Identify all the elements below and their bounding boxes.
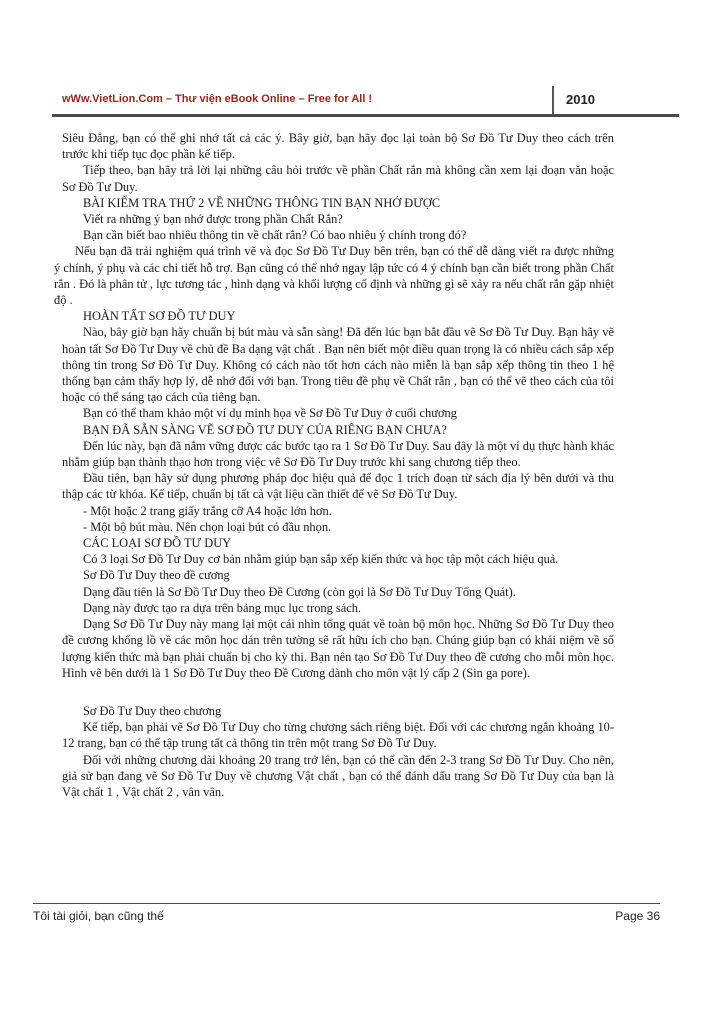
header-year: 2010	[566, 92, 595, 107]
question-item: Viết ra những ý bạn nhớ được trong phần Chất Rắn?	[83, 212, 343, 227]
page-header	[52, 86, 679, 116]
footer-rule	[33, 903, 660, 904]
question-item: Bạn cần biết bao nhiêu thông tin về chất rắn? Có bao nhiêu ý chính trong đó?	[83, 228, 467, 243]
header-divider	[552, 86, 554, 116]
paragraph: Tiếp theo, bạn hãy trả lời lại những câu hỏi trước về phần Chất rắn mà không cần xem lại đoạn văn hoặc Sơ Đồ Tư Duy.	[62, 163, 614, 194]
paragraph: Dạng đầu tiên là Sơ Đồ Tư Duy theo Đề Cương (còn gọi là Sơ Đồ Tư Duy Tổng Quát).	[83, 584, 516, 599]
section-heading: BÀI KIỂM TRA THỨ 2 VỀ NHỮNG THÔNG TIN BẠN NHỚ ĐƯỢC	[83, 195, 441, 210]
subsection-heading: Sơ Đồ Tư Duy theo đề cương	[83, 568, 230, 583]
paragraph: Dạng này được tạo ra dựa trên bảng mục lục trong sách.	[83, 600, 362, 615]
document-body	[54, 130, 614, 800]
list-item: - Một bộ bút màu. Nên chọn loại bút có đầu nhọn.	[83, 519, 332, 534]
paragraph: Kế tiếp, bạn phải vẽ Sơ Đồ Tư Duy cho từng chương sách riêng biệt. Đối với các chương ngắn khoảng 10-12 trang, bạn có thể tập trung tất cả thông tin trên một trang Sơ Đồ Tư Duy.	[62, 720, 614, 751]
paragraph: Nếu bạn đã trải nghiệm quá trình vẽ và đọc Sơ Đồ Tư Duy bên trên, bạn có thể dễ dàng viết ra được những ý chính, ý phụ và các chi tiết hỗ trợ. Bạn cũng có thể nhớ ngay lập tức có 4 ý chính bạn cần biết trong phần Chất rắn . Đó là phân tử , lực tương tác , hình dạng và khối lượng cố định và những gì sẽ xảy ra nếu chất rắn gặp nhiệt độ .	[54, 244, 614, 308]
page-number: Page 36	[615, 909, 660, 923]
header-rule	[52, 114, 679, 117]
paragraph: Nào, bây giờ bạn hãy chuẩn bị bút màu và sẵn sàng! Đã đến lúc bạn bắt đầu vẽ Sơ Đồ Tư Duy. Bạn hãy vẽ hoàn tất Sơ Đồ Tư Duy về chủ đề Ba dạng vật chất . Bạn nên biết một điều quan trọng là có nhiều cách sắp xếp thông tin trong Sơ Đồ Tư Duy. Không có cách nào tốt hơn cách nào miễn là bạn sắp xếp thông tin theo 1 hệ thống bạn cảm thấy hợp lý, dễ nhớ đối với bạn. Trong tiêu đề phụ về Chất rắn , bạn có thể vẽ theo cách của tôi hoặc có thể sáng tạo cách của tiêng bạn.	[62, 325, 614, 405]
paragraph: Siêu Đẳng, bạn có thể ghi nhớ tất cả các ý. Bây giờ, bạn hãy đọc lại toàn bộ Sơ Đồ Tư Duy theo cách trên trước khi tiếp tục đọc phần kế tiếp.	[62, 131, 614, 162]
list-item: - Một hoặc 2 trang giấy trắng cỡ A4 hoặc lớn hơn.	[83, 503, 332, 518]
footer-tagline: Tôi tài giỏi, bạn cũng thế	[33, 909, 164, 923]
subsection-heading: Sơ Đồ Tư Duy theo chương	[83, 703, 222, 718]
paragraph: Dạng Sơ Đồ Tư Duy này mang lại một cái nhìn tổng quát về toàn bộ môn học. Những Sơ Đồ Tư Duy theo đề cương khổng lồ về các môn học dán trên tường sẽ rất hữu ích cho bạn. Chúng giúp bạn có khái niệm về số lượng kiến thức mà bạn phải chuẩn bị cho kỳ thi. Bạn nên tạo Sơ Đồ Tư Duy theo đề cương cho mỗi môn học. Hình vẽ bên dưới là 1 Sơ Đồ Tư Duy theo Đề Cương dành cho môn vật lý cấp 2 (Sin ga pore).	[62, 617, 614, 680]
section-heading: CÁC LOẠI SƠ ĐỒ TƯ DUY	[83, 536, 232, 551]
header-site-title: wWw.VietLion.Com – Thư viện eBook Online – Free for All !	[62, 93, 373, 105]
paragraph: Có 3 loại Sơ Đồ Tư Duy cơ bản nhằm giúp bạn sắp xếp kiến thức và học tập một cách hiệu quả.	[83, 552, 559, 567]
paragraph: Bạn có thể tham khảo một ví dụ minh họa về Sơ Đồ Tư Duy ở cuối chương	[83, 406, 457, 421]
paragraph: Đến lúc này, bạn đã nắm vững được các bước tạo ra 1 Sơ Đồ Tư Duy. Sau đây là một ví dụ thực hành khác nhằm giúp bạn thành thạo hơn trong việc vẽ Sơ Đồ Tư Duy trước khi sang chương tiếp theo.	[62, 438, 614, 470]
section-heading: HOÀN TẤT SƠ ĐỒ TƯ DUY	[83, 309, 236, 324]
paragraph-gap	[62, 681, 614, 703]
paragraph: Đầu tiên, bạn hãy sử dụng phương pháp đọc hiệu quả để đọc 1 trích đoạn từ sách địa lý bên dưới và thu thập các từ khóa. Kế tiếp, chuẩn bị tất cả vật liệu cần thiết để vẽ Sơ Đồ Tư Duy.	[62, 471, 614, 502]
section-heading: BẠN ĐÃ SẴN SÀNG VẼ SƠ ĐỒ TƯ DUY CỦA RIÊNG BẠN CHƯA?	[83, 422, 447, 437]
paragraph: Đối với những chương dài khoảng 20 trang trở lên, bạn có thể cần đến 2-3 trang Sơ Đồ Tư Duy. Cho nên, giả sử bạn đang vẽ Sơ Đồ Tư Duy về chương Vật chất , bạn có thể đánh dấu trang Sơ Đồ Tư Duy của bạn là Vật chất 1 , Vật chất 2 , vân vân.	[62, 752, 614, 799]
